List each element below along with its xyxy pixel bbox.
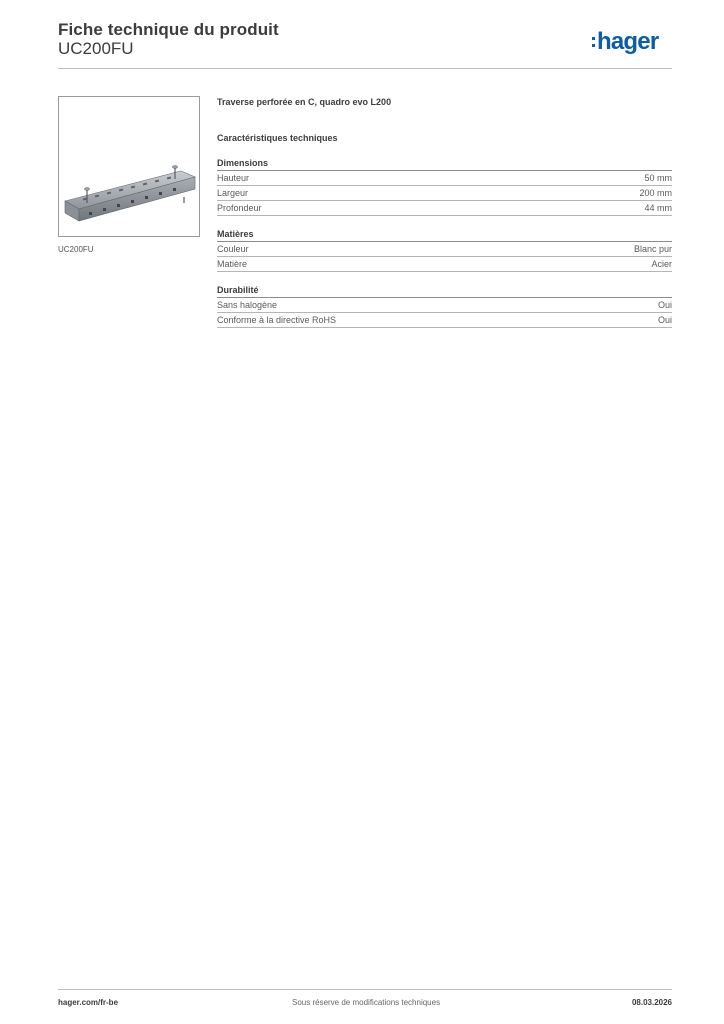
footer-notice: Sous réserve de modifications techniques xyxy=(292,998,441,1007)
spec-group-materials xyxy=(217,229,672,272)
spec-group-title: Matières xyxy=(217,229,672,242)
spec-label: Hauteur xyxy=(217,173,250,183)
spec-value: Acier xyxy=(651,259,672,269)
hager-logo xyxy=(592,27,658,57)
spec-value: Oui xyxy=(657,315,672,325)
footer-date: 08.03.2026 xyxy=(631,998,672,1007)
logo-dots-icon xyxy=(592,35,595,49)
spec-label: Profondeur xyxy=(217,203,262,213)
spec-row xyxy=(217,242,672,257)
spec-value: 200 mm xyxy=(639,188,672,198)
spec-row xyxy=(217,171,672,186)
spec-row xyxy=(217,186,672,201)
spec-group-title: Dimensions xyxy=(217,158,672,171)
spec-label: Matière xyxy=(217,259,248,269)
spec-row xyxy=(217,201,672,216)
spec-value: 44 mm xyxy=(644,203,672,213)
specs-section-title: Caractéristiques techniques xyxy=(217,133,338,143)
spec-label: Couleur xyxy=(217,244,249,254)
footer-divider xyxy=(58,989,672,990)
spec-row xyxy=(217,298,672,313)
product-details xyxy=(217,97,672,328)
spec-value: Oui xyxy=(657,300,672,310)
spec-group-durability xyxy=(217,285,672,328)
image-caption: UC200FU xyxy=(58,245,94,254)
header-divider xyxy=(58,68,672,69)
logo-text: hager xyxy=(597,28,659,55)
footer-website-link[interactable]: hager.com/fr-be xyxy=(58,998,119,1007)
spec-label: Largeur xyxy=(217,188,249,198)
c-rail-illustration xyxy=(59,97,199,236)
spec-row xyxy=(217,313,672,328)
spec-value: Blanc pur xyxy=(633,244,672,254)
document-title: Fiche technique du produit xyxy=(58,20,279,39)
product-reference: UC200FU xyxy=(58,39,134,58)
spec-group-dimensions xyxy=(217,158,672,216)
spec-row xyxy=(217,257,672,272)
spec-label: Conforme à la directive RoHS xyxy=(217,315,337,325)
product-description: Traverse perforée en C, quadro evo L200 xyxy=(217,97,392,107)
spec-label: Sans halogène xyxy=(217,300,278,310)
product-image xyxy=(58,96,200,237)
spec-value: 50 mm xyxy=(644,173,672,183)
spec-group-title: Durabilité xyxy=(217,285,672,298)
